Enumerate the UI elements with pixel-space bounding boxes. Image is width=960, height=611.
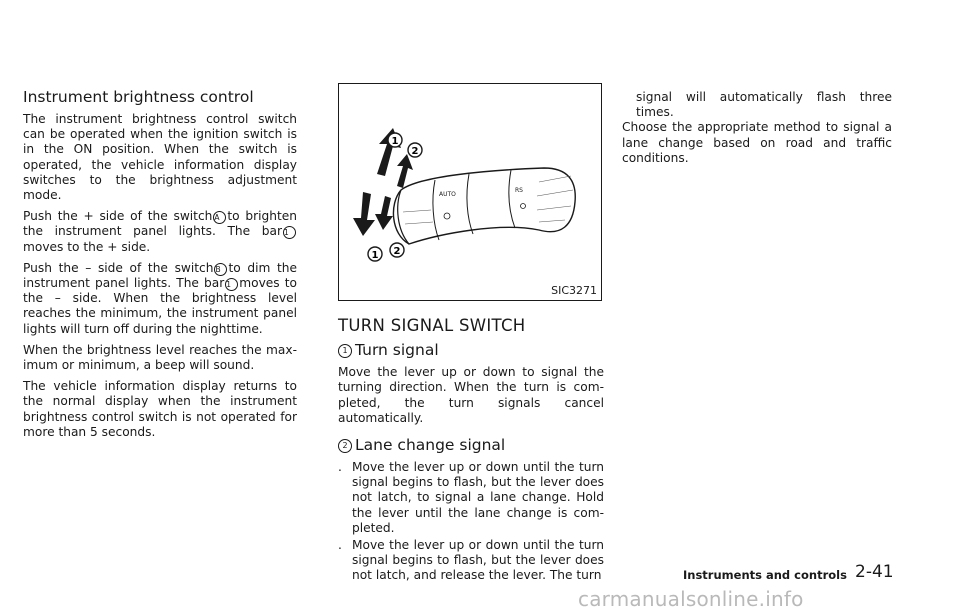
callout-1-icon: 1: [338, 344, 352, 358]
instrument-brightness-heading: Instrument brightness control: [23, 88, 254, 106]
callout-1-bottom-icon: [368, 247, 382, 261]
svg-text:2: 2: [393, 246, 401, 257]
turn-signal-subheading: [338, 341, 604, 359]
watermark: carmanualsonline.info: [578, 587, 804, 611]
lever-rs-mark: RS: [515, 187, 523, 194]
middle-column: [338, 318, 604, 586]
turn-signal-lever-illustration: [339, 84, 601, 300]
svg-text:1: 1: [371, 250, 379, 261]
minus-text-b: to dim the instrument panel lights. The bar: [23, 260, 297, 291]
svg-text:1: 1: [391, 136, 399, 147]
turn-signal-paragraph: Move the lever up or down to signal the turning direction. When the turn is com- pleted, the turn signals cancel automatically.: [338, 365, 604, 425]
callout-1-top-icon: [388, 133, 402, 147]
turn-signal-lever-figure: [338, 83, 602, 301]
plus-text-b: to brighten the instrument panel lights. The bar: [23, 209, 297, 239]
callout-b-icon: B: [214, 263, 227, 276]
lane-change-method-paragraph: Choose the appropriate method to signal a lane change based on road and traffic conditions.: [622, 120, 892, 165]
callout-2-top-icon: [408, 143, 422, 157]
callout-1-icon: 1: [283, 226, 296, 239]
lane-change-subheading: [338, 436, 604, 454]
footer-section-name: Instruments and controls: [683, 568, 847, 582]
list-item: [338, 538, 604, 584]
figure-label: SIC3271: [551, 284, 597, 297]
lane-change-subheading-text: Lane change signal: [355, 436, 506, 455]
beep-paragraph: When the brightness level reaches the max- imum or minimum, a beep will sound.: [23, 342, 297, 373]
callout-a-icon: A: [213, 211, 226, 224]
brightness-plus-paragraph: [23, 209, 297, 255]
list-item: [338, 460, 604, 536]
lever-auto-mark: AUTO: [439, 191, 456, 198]
right-column: [622, 90, 892, 172]
lane-change-bullet-2: Move the lever up or down until the turn signal begins to flash, but the lever does not latch, and release the lever. The turn: [352, 538, 604, 583]
lane-change-bullet-1: Move the lever up or down until the turn signal begins to flash, but the lever does not latch, to signal a lane change. Hold the lever until the lane change is com- pleted.: [352, 460, 604, 535]
page-number: 2-41: [855, 562, 894, 582]
turn-signal-switch-title: TURN SIGNAL SWITCH: [338, 316, 526, 335]
callout-2-icon: 2: [338, 439, 352, 453]
bullet-continuation: signal will automatically flash three times.: [636, 90, 892, 120]
plus-text-c: moves to the + side.: [23, 239, 151, 254]
bullet-mark: .: [338, 538, 342, 553]
callout-1-icon: 1: [225, 278, 238, 291]
minus-text-c: moves to the – side. When the brightness level reaches the minimum, the instrument panel lights will turn off during the nighttime.: [23, 276, 297, 336]
left-column: [23, 88, 297, 446]
brightness-intro-paragraph: The instrument brightness control switch can be operated when the ignition switch is in the ON position. When the switch is operated, the vehicle information display switches to the brightness adjustment mode.: [23, 112, 297, 203]
turn-signal-subheading-text: Turn signal: [355, 341, 439, 360]
brightness-minus-paragraph: [23, 261, 297, 337]
svg-text:2: 2: [411, 146, 419, 157]
bullet-mark: .: [338, 460, 342, 475]
minus-text-a: Push the – side of the switch: [23, 260, 214, 275]
callout-2-bottom-icon: [390, 243, 404, 257]
display-return-paragraph: The vehicle information display returns to the normal display when the instrument brightness control switch is not operated for more than 5 seconds.: [23, 379, 297, 439]
plus-text-a: Push the + side of the switch: [23, 209, 213, 224]
